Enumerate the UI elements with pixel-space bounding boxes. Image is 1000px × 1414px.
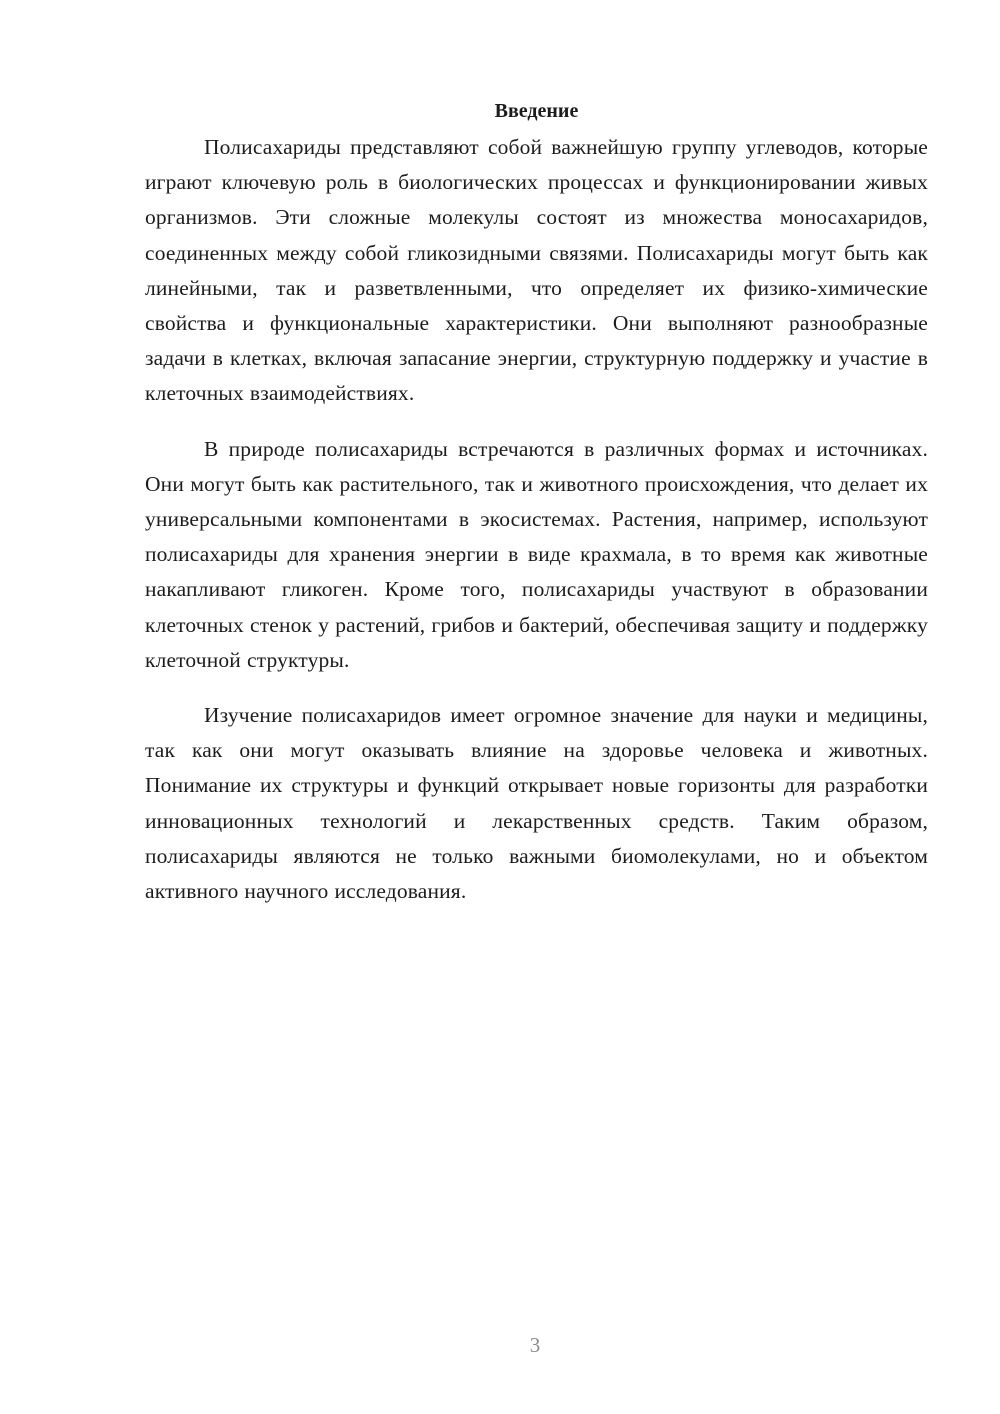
page-content	[145, 96, 928, 929]
section-title: Введение	[494, 100, 579, 122]
paragraph-3: Изучение полисахаридов имеет огромное значение для науки и медицины, так как они могут оказывать влияние на здоровье человека и животных. Понимание их структуры и функций открывает новые горизонты для разработки инновационных технологий и лекарственных средств. Таким образом, полисахариды являются не только важными биомолекулами, но и объектом активного научного исследования.	[145, 703, 928, 904]
page-number: 3	[529, 1333, 541, 1357]
paragraph-2: В природе полисахариды встречаются в различных формах и источниках. Они могут быть как растительного, так и животного происхождения, что делает их универсальными компонентами в экосистемах. Растения, например, используют полисахариды для хранения энергии в виде крахмала, в то время как животные накапливают гликоген. Кроме того, полисахариды участвуют в образовании клеточных стенок у растений, грибов и бактерий, обеспечивая защиту и поддержку клеточной структуры.	[145, 436, 928, 672]
paragraph-1: Полисахариды представляют собой важнейшую группу углеводов, которые играют ключевую роль в биологических процессах и функционировании живых организмов. Эти сложные молекулы состоят из множества моносахаридов, соединенных между собой гликозидными связями. Полисахариды могут быть как линейными, так и разветвленными, что определяет их физико-химические свойства и функциональные характеристики. Они выполняют разнообразные задачи в клетках, включая запасание энергии, структурную поддержку и участие в клеточных взаимодействиях.	[145, 135, 928, 406]
